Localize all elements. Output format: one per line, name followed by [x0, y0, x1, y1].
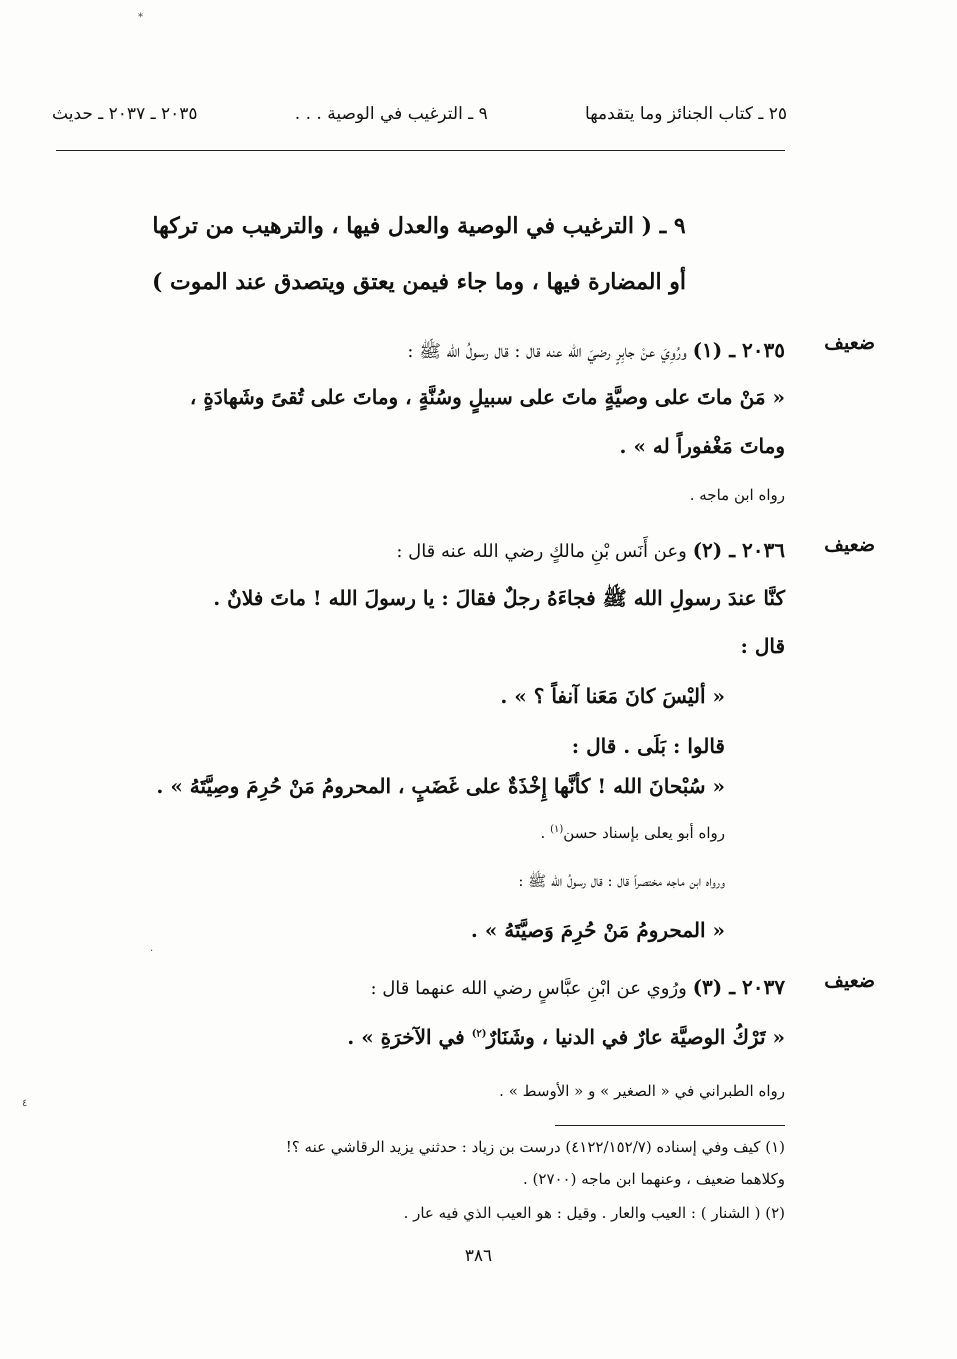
hadith-2037-text [347, 1025, 785, 1049]
hadith-2035-source: رواه ابن ماجه . [689, 486, 785, 504]
hadith-2036-text-1: كنَّا عندَ رسولِ الله ﷺ فجاءَهُ رجلٌ فقالَ : يا رسولَ الله ! ماتَ فلانٌ . [213, 586, 785, 610]
running-head [52, 104, 787, 130]
hadith-number-2035: ٢٠٣٥ ـ (١) [692, 338, 785, 362]
hadith-2037-text-a: « تَرْكُ الوصيَّة عارٌ في الدنيا ، وشَنَارٌ [486, 1025, 785, 1049]
grade-label-2037: ضعيف [824, 970, 875, 992]
hadith-2036-intro-text: وعن أَنَس بْنِ مالكٍ رضي الله عنه قال : [396, 541, 687, 562]
hadith-2036-intro [396, 538, 785, 562]
hadith-2036-source-2: ورواه ابن ماجه مختصراً قال : قال رسولُ الله ﷺ : [518, 872, 725, 890]
grade-label-2035: ضعيف [824, 332, 875, 354]
footnote-1-line-2: وكلاهما ضعيف ، وعنهما ابن ماجه (٢٧٠٠) . [523, 1170, 785, 1188]
section-title [139, 198, 699, 310]
hadith-2037-intro-text: ورُوي عن ابْنِ عبَّاسٍ رضي الله عنهما قال : [370, 978, 687, 999]
hadith-number-2036: ٢٠٣٦ ـ (٢) [692, 538, 785, 562]
hadith-2036-text-2: قال : [740, 634, 785, 658]
running-head-range: ٢٠٣٥ ـ ٢٠٣٧ ـ حديث [52, 104, 198, 124]
hadith-2035-intro [407, 338, 785, 366]
grade-label-2036: ضعيف [824, 534, 875, 556]
hadith-2035-text-1: « مَنْ ماتَ على وصيَّةٍ ماتَ على سبيلٍ وسُنَّةٍ ، وماتَ على تُقىً وشَهادَةٍ ، [189, 385, 785, 409]
hadith-2035-intro-text: ورُوِيَ عنْ جابِرٍ رضيَ الله عنه قال : قال رسولُ الله ﷺ : [407, 341, 687, 362]
source-1-text: رواه أبو يعلى بإسناد حسن [563, 824, 725, 842]
hadith-2036-source-1 [541, 824, 725, 842]
section-title-line-2: أو المضارة فيها ، وما جاء فيمن يعتق ويتصدق عند الموت ) [151, 269, 687, 295]
hadith-2037-source: رواه الطبراني في « الصغير » و « الأوسط » . [499, 1082, 785, 1100]
hadith-number-2037: ٢٠٣٧ ـ (٣) [692, 975, 785, 999]
running-head-chapter: ٢٥ ـ كتاب الجنائز وما يتقدمها [585, 104, 787, 124]
section-title-line-1: ٩ ـ ( الترغيب في الوصية والعدل فيها ، والترهيب من تركها [152, 213, 686, 239]
footnote-rule [555, 1125, 785, 1126]
hadith-2037-intro [370, 975, 785, 999]
footnote-1-line-1: (١) كيف وفي إسناده (٤١٢٢/١٥٢/٧) درست بن زياد : حدثني يزيد الرقاشي عنه ؟! [285, 1138, 785, 1156]
hadith-2037-text-b: في الآخرَةِ » . [347, 1025, 472, 1049]
hadith-2036-text-6: « المحرومُ مَنْ حُرِمَ وَصيَّتَهُ » . [470, 918, 725, 942]
footnote-ref-2[interactable]: (٢) [471, 1028, 487, 1040]
hadith-2036-text-4: قالوا : بَلَى . قال : [571, 734, 725, 758]
running-head-section: ٩ ـ الترغيب في الوصية . . . [294, 104, 488, 124]
footnote-2: (٢) ( الشنار ) : العيب والعار . وقيل : هو العيب الذي فيه عار . [403, 1204, 785, 1222]
footnote-ref-1[interactable]: (١) [550, 824, 564, 835]
hadith-2035-text-2: وماتَ مَغْفوراً له » . [619, 434, 785, 458]
hadith-2036-text-5: « سُبْحانَ الله ! كأنَّها إِخْذَةٌ على غَضَبٍ ، المحرومُ مَنْ حُرِمَ وصِيَّتَهُ » . [156, 774, 725, 798]
hadith-2036-text-3: « أليْسَ كانَ مَعَنا آنفاً ؟ » . [500, 684, 725, 708]
page-number: ٣٨٦ [464, 1246, 493, 1266]
print-speck: ٤ [22, 1098, 28, 1109]
header-rule [56, 150, 785, 151]
print-speck: * [138, 12, 143, 23]
source-1-end: . [540, 824, 551, 842]
print-speck: · [150, 946, 154, 957]
